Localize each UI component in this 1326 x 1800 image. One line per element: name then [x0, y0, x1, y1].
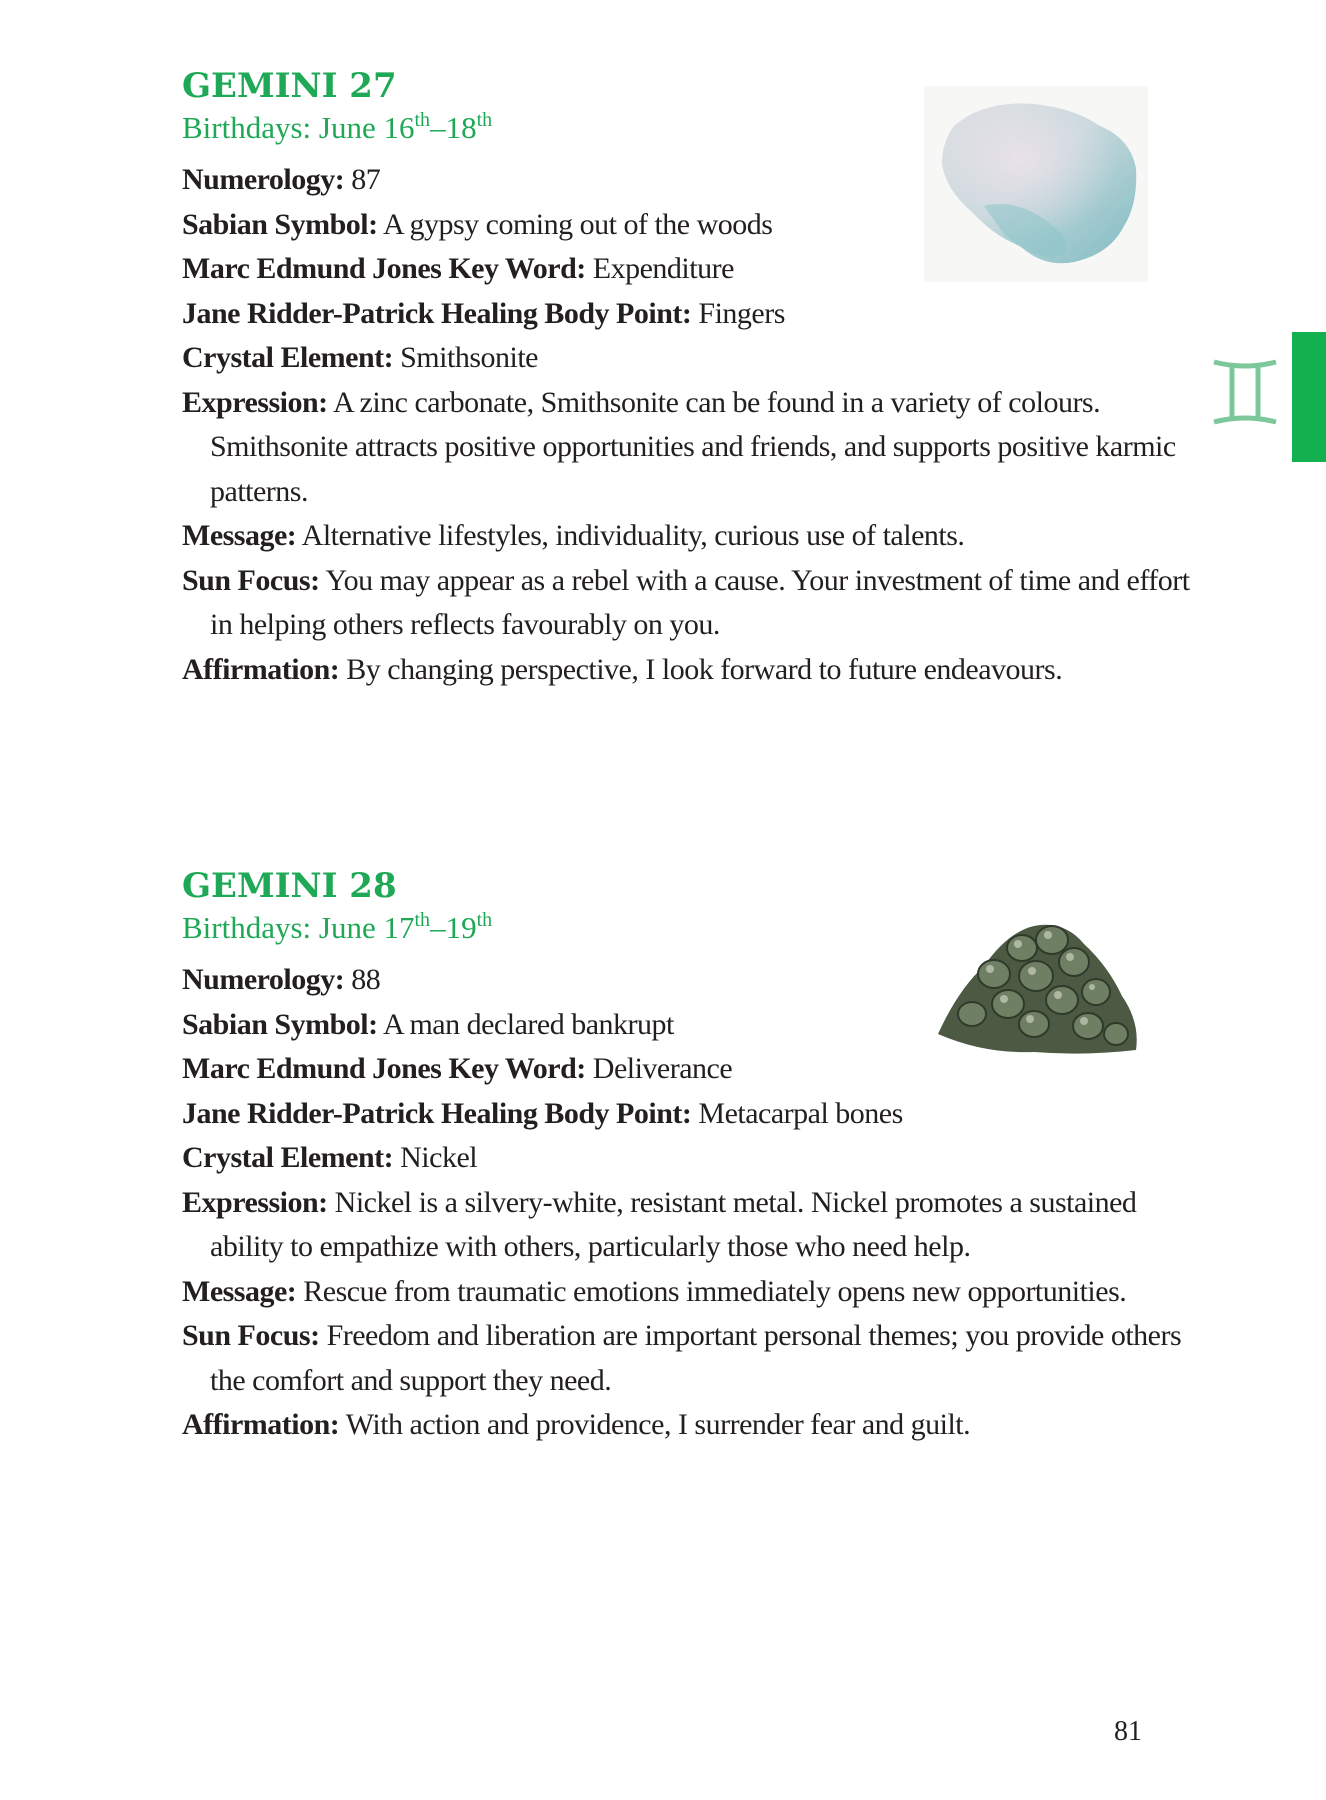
field-label: Crystal Element — [182, 341, 384, 374]
field-key-word: Marc Edmund Jones Key Word: Deliverance — [182, 1052, 733, 1085]
field-value: Alternative lifestyles, individuality, curious use of talents. — [301, 519, 965, 552]
ordinal-suffix: th — [476, 909, 493, 931]
gemini-icon — [1210, 356, 1280, 428]
field-label: Expression — [182, 385, 319, 419]
field-affirmation: Affirmation: With action and providence, I surrender fear and guilt. — [182, 1408, 971, 1441]
field-value: Freedom and liberation are important personal themes; you provide others the comfort and support they need. — [210, 1319, 1182, 1397]
ordinal-suffix: th — [476, 109, 493, 131]
field-label: Marc Edmund Jones Key Word — [182, 252, 577, 285]
field-value: A man declared bankrupt — [382, 1007, 674, 1041]
ordinal-suffix: th — [414, 909, 431, 931]
birthdays-start: Birthdays: June 16 — [182, 110, 415, 145]
field-label: Numerology — [182, 163, 335, 196]
field-crystal-element: Crystal Element: Smithsonite — [182, 341, 538, 374]
field-label: Sun Focus — [182, 563, 311, 597]
field-sabian-symbol: Sabian Symbol: A gypsy coming out of the woods — [182, 207, 773, 241]
birthdays-start: Birthdays: June 17 — [182, 910, 415, 945]
field-sabian-symbol: Sabian Symbol: A man declared bankrupt — [182, 1007, 674, 1041]
entry-gemini-27 — [182, 66, 1190, 692]
field-label: Message — [182, 1274, 287, 1308]
field-label: Message — [182, 519, 287, 552]
field-value: Fingers — [698, 296, 785, 330]
entry-gemini-28 — [182, 866, 1182, 1448]
field-expression: Expression: Nickel is a silvery-white, resistant metal. Nickel promotes a sustained ability to empathize with others, particularly those who need help. — [182, 1185, 1137, 1263]
field-sun-focus: Sun Focus: Freedom and liberation are important personal themes; you provide others the comfort and support they need. — [182, 1319, 1182, 1397]
field-value: Rescue from traumatic emotions immediately opens new opportunities. — [303, 1274, 1127, 1308]
field-healing-body-point: Jane Ridder-Patrick Healing Body Point: Metacarpal bones — [182, 1096, 903, 1130]
field-key-word: Marc Edmund Jones Key Word: Expenditure — [182, 252, 734, 285]
field-value: Metacarpal bones — [698, 1096, 903, 1130]
field-affirmation: Affirmation: By changing perspective, I look forward to future endeavours. — [182, 652, 1063, 686]
field-label: Sabian Symbol — [182, 1007, 369, 1041]
field-value: You may appear as a rebel with a cause. Your investment of time and effort in helping others reflects favourably on you. — [210, 563, 1190, 641]
field-value: Expenditure — [592, 252, 734, 285]
field-label: Sabian Symbol — [182, 207, 369, 241]
field-list — [182, 158, 1190, 692]
field-label: Crystal Element — [182, 1141, 384, 1174]
field-value: With action and providence, I surrender fear and guilt. — [345, 1408, 971, 1441]
field-value: A zinc carbonate, Smithsonite can be found in a variety of colours. Smithsonite attracts positive opportunities and friends, and supports positive karmic patterns. — [210, 385, 1176, 508]
field-message: Message: Rescue from traumatic emotions immediately opens new opportunities. — [182, 1274, 1127, 1308]
field-expression: Expression: A zinc carbonate, Smithsonite can be found in a variety of colours. Smithsonite attracts positive opportunities and friends, and supports positive karmic patterns. — [182, 385, 1176, 508]
field-value: 87 — [351, 163, 381, 196]
field-value: Nickel — [400, 1141, 478, 1174]
field-label: Numerology — [182, 963, 335, 996]
entry-title: GEMINI 27 — [182, 66, 397, 106]
field-label: Affirmation — [182, 652, 330, 686]
field-value: Nickel is a silvery-white, resistant metal. Nickel promotes a sustained ability to empathize with others, particularly those who need help. — [210, 1185, 1137, 1263]
field-numerology: Numerology: 88 — [182, 963, 381, 996]
field-list — [182, 958, 1182, 1448]
field-value: Smithsonite — [400, 341, 538, 374]
field-sun-focus: Sun Focus: You may appear as a rebel with a cause. Your investment of time and effort in helping others reflects favourably on you. — [182, 563, 1190, 641]
field-numerology: Numerology: 87 — [182, 163, 381, 196]
field-value: 88 — [351, 963, 381, 996]
field-value: A gypsy coming out of the woods — [382, 207, 773, 241]
birthdays-line — [182, 108, 1162, 148]
field-message: Message: Alternative lifestyles, individuality, curious use of talents. — [182, 519, 965, 552]
birthdays-end: –19 — [430, 910, 477, 945]
entry-title: GEMINI 28 — [182, 866, 397, 906]
field-label: Affirmation — [182, 1408, 330, 1441]
field-label: Jane Ridder-Patrick Healing Body Point — [182, 1096, 682, 1130]
field-label: Marc Edmund Jones Key Word — [182, 1052, 577, 1085]
field-value: By changing perspective, I look forward to future endeavours. — [346, 652, 1063, 686]
ordinal-suffix: th — [414, 109, 431, 131]
field-label: Expression — [182, 1185, 319, 1219]
birthdays-end: –18 — [430, 110, 477, 145]
field-value: Deliverance — [592, 1052, 733, 1085]
field-healing-body-point: Jane Ridder-Patrick Healing Body Point: Fingers — [182, 296, 785, 330]
page-number: 81 — [1114, 1716, 1142, 1747]
field-label: Jane Ridder-Patrick Healing Body Point — [182, 296, 682, 330]
field-label: Sun Focus — [182, 1319, 311, 1352]
birthdays-line — [182, 908, 1162, 948]
field-crystal-element: Crystal Element: Nickel — [182, 1141, 478, 1174]
chapter-tab — [1292, 332, 1326, 462]
